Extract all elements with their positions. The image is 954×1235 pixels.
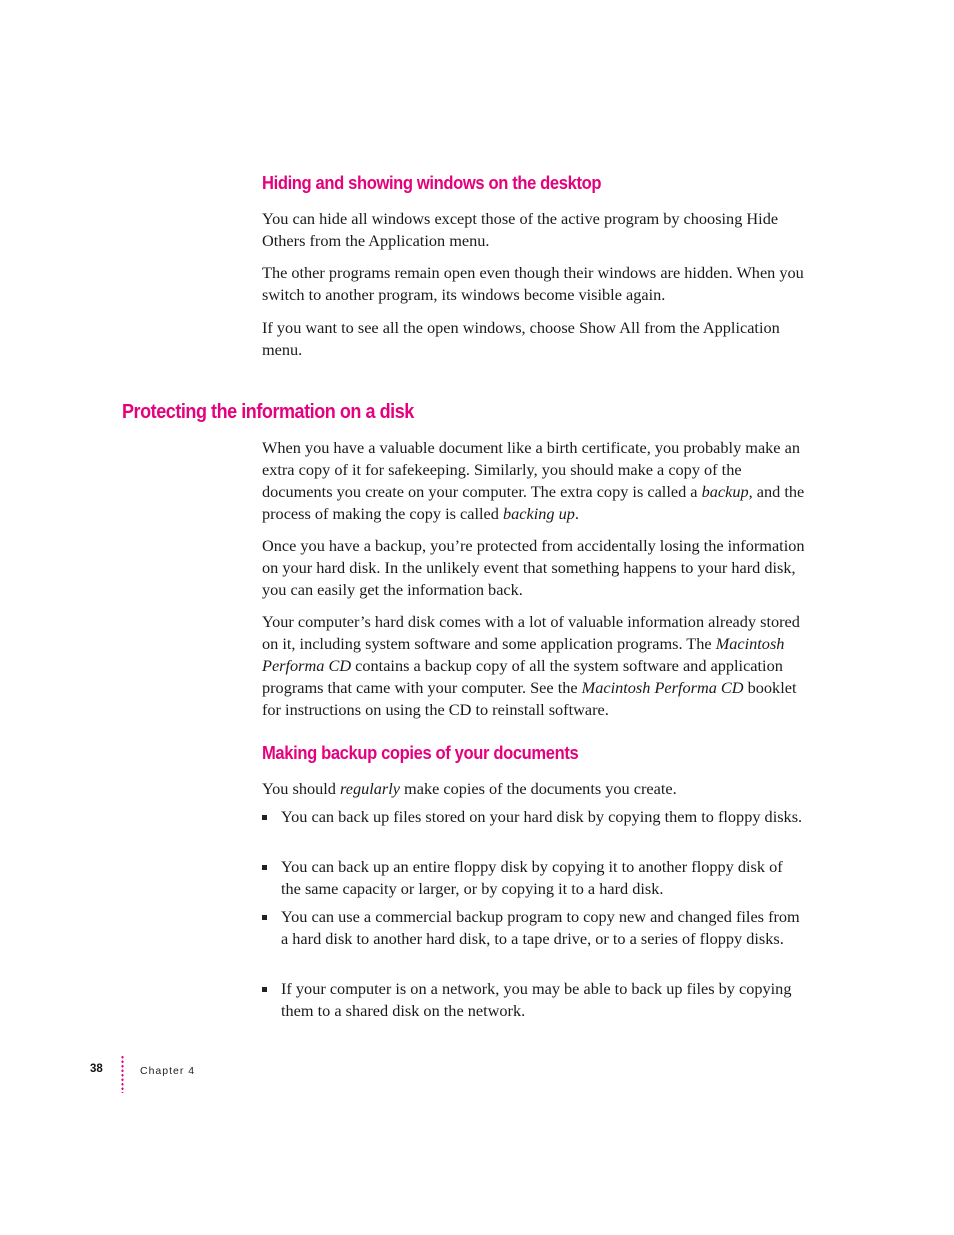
bullet-square-icon [262, 915, 267, 920]
list-item-text: You can back up an entire floppy disk by copying it to another floppy disk of the same capacity or larger, or by copying it to a hard disk. [281, 857, 783, 898]
paragraph-hide-others: You can hide all windows except those of the active program by choosing Hide Others from the Application menu. [262, 209, 779, 250]
heading-hiding-windows: Hiding and showing windows on the desktop [262, 173, 602, 193]
list-item [262, 978, 810, 1022]
title-performa-cd-booklet: Macintosh Performa CD [581, 678, 744, 697]
title-performa-cd: Macintosh Performa CD [262, 634, 785, 675]
paragraph-should-regularly: You should regularly make copies of the documents you create. [262, 779, 677, 798]
list-item [262, 806, 810, 828]
heading-making-backup-copies: Making backup copies of your documents [262, 743, 579, 763]
list-item [262, 856, 810, 900]
bullet-square-icon [262, 865, 267, 870]
paragraph-valuable-document: When you have a valuable document like a birth certificate, you probably make an extra copy of it for safekeeping. Similarly, you should make a copy of the documents you create on your computer. The extra copy is called a backup, and the process of making the copy is called backing up. [262, 438, 805, 523]
dotted-divider [121, 1055, 124, 1093]
list-item-text: You can back up files stored on your hard disk by copying them to floppy disks. [281, 807, 803, 826]
term-backup: backup, [701, 482, 753, 501]
bullet-square-icon [262, 815, 267, 820]
paragraph-programs-remain-open: The other programs remain open even though their windows are hidden. When you switch to another program, its windows become visible again. [262, 263, 804, 304]
page-number: 38 [90, 1063, 103, 1075]
paragraph-show-all: If you want to see all the open windows, choose Show All from the Application menu. [262, 318, 780, 359]
chapter-label: Chapter 4 [140, 1065, 196, 1077]
heading-protecting-information: Protecting the information on a disk [122, 401, 414, 423]
paragraph-once-you-have-backup: Once you have a backup, you’re protected from accidentally losing the information on your hard disk. In the unlikely event that something happens to your hard disk, you can easily get the information back. [262, 536, 805, 599]
list-item [262, 906, 810, 950]
term-backing-up: backing up [502, 504, 575, 523]
list-item-text: You can use a commercial backup program to copy new and changed files from a hard disk to another hard disk, to a tape drive, or to a series of floppy disks. [281, 907, 800, 948]
list-item-text: If your computer is on a network, you may be able to back up files by copying them to a shared disk on the network. [281, 979, 792, 1020]
bullet-square-icon [262, 987, 267, 992]
paragraph-hard-disk-contents: Your computer’s hard disk comes with a lot of valuable information already stored on it, including system software and some application programs. The Macintosh Performa CD contains a backup copy of all the system software and application programs that came with your computer. See the Macintosh Performa CD booklet for instructions on using the CD to reinstall software. [262, 612, 800, 719]
term-regularly: regularly [339, 779, 400, 798]
